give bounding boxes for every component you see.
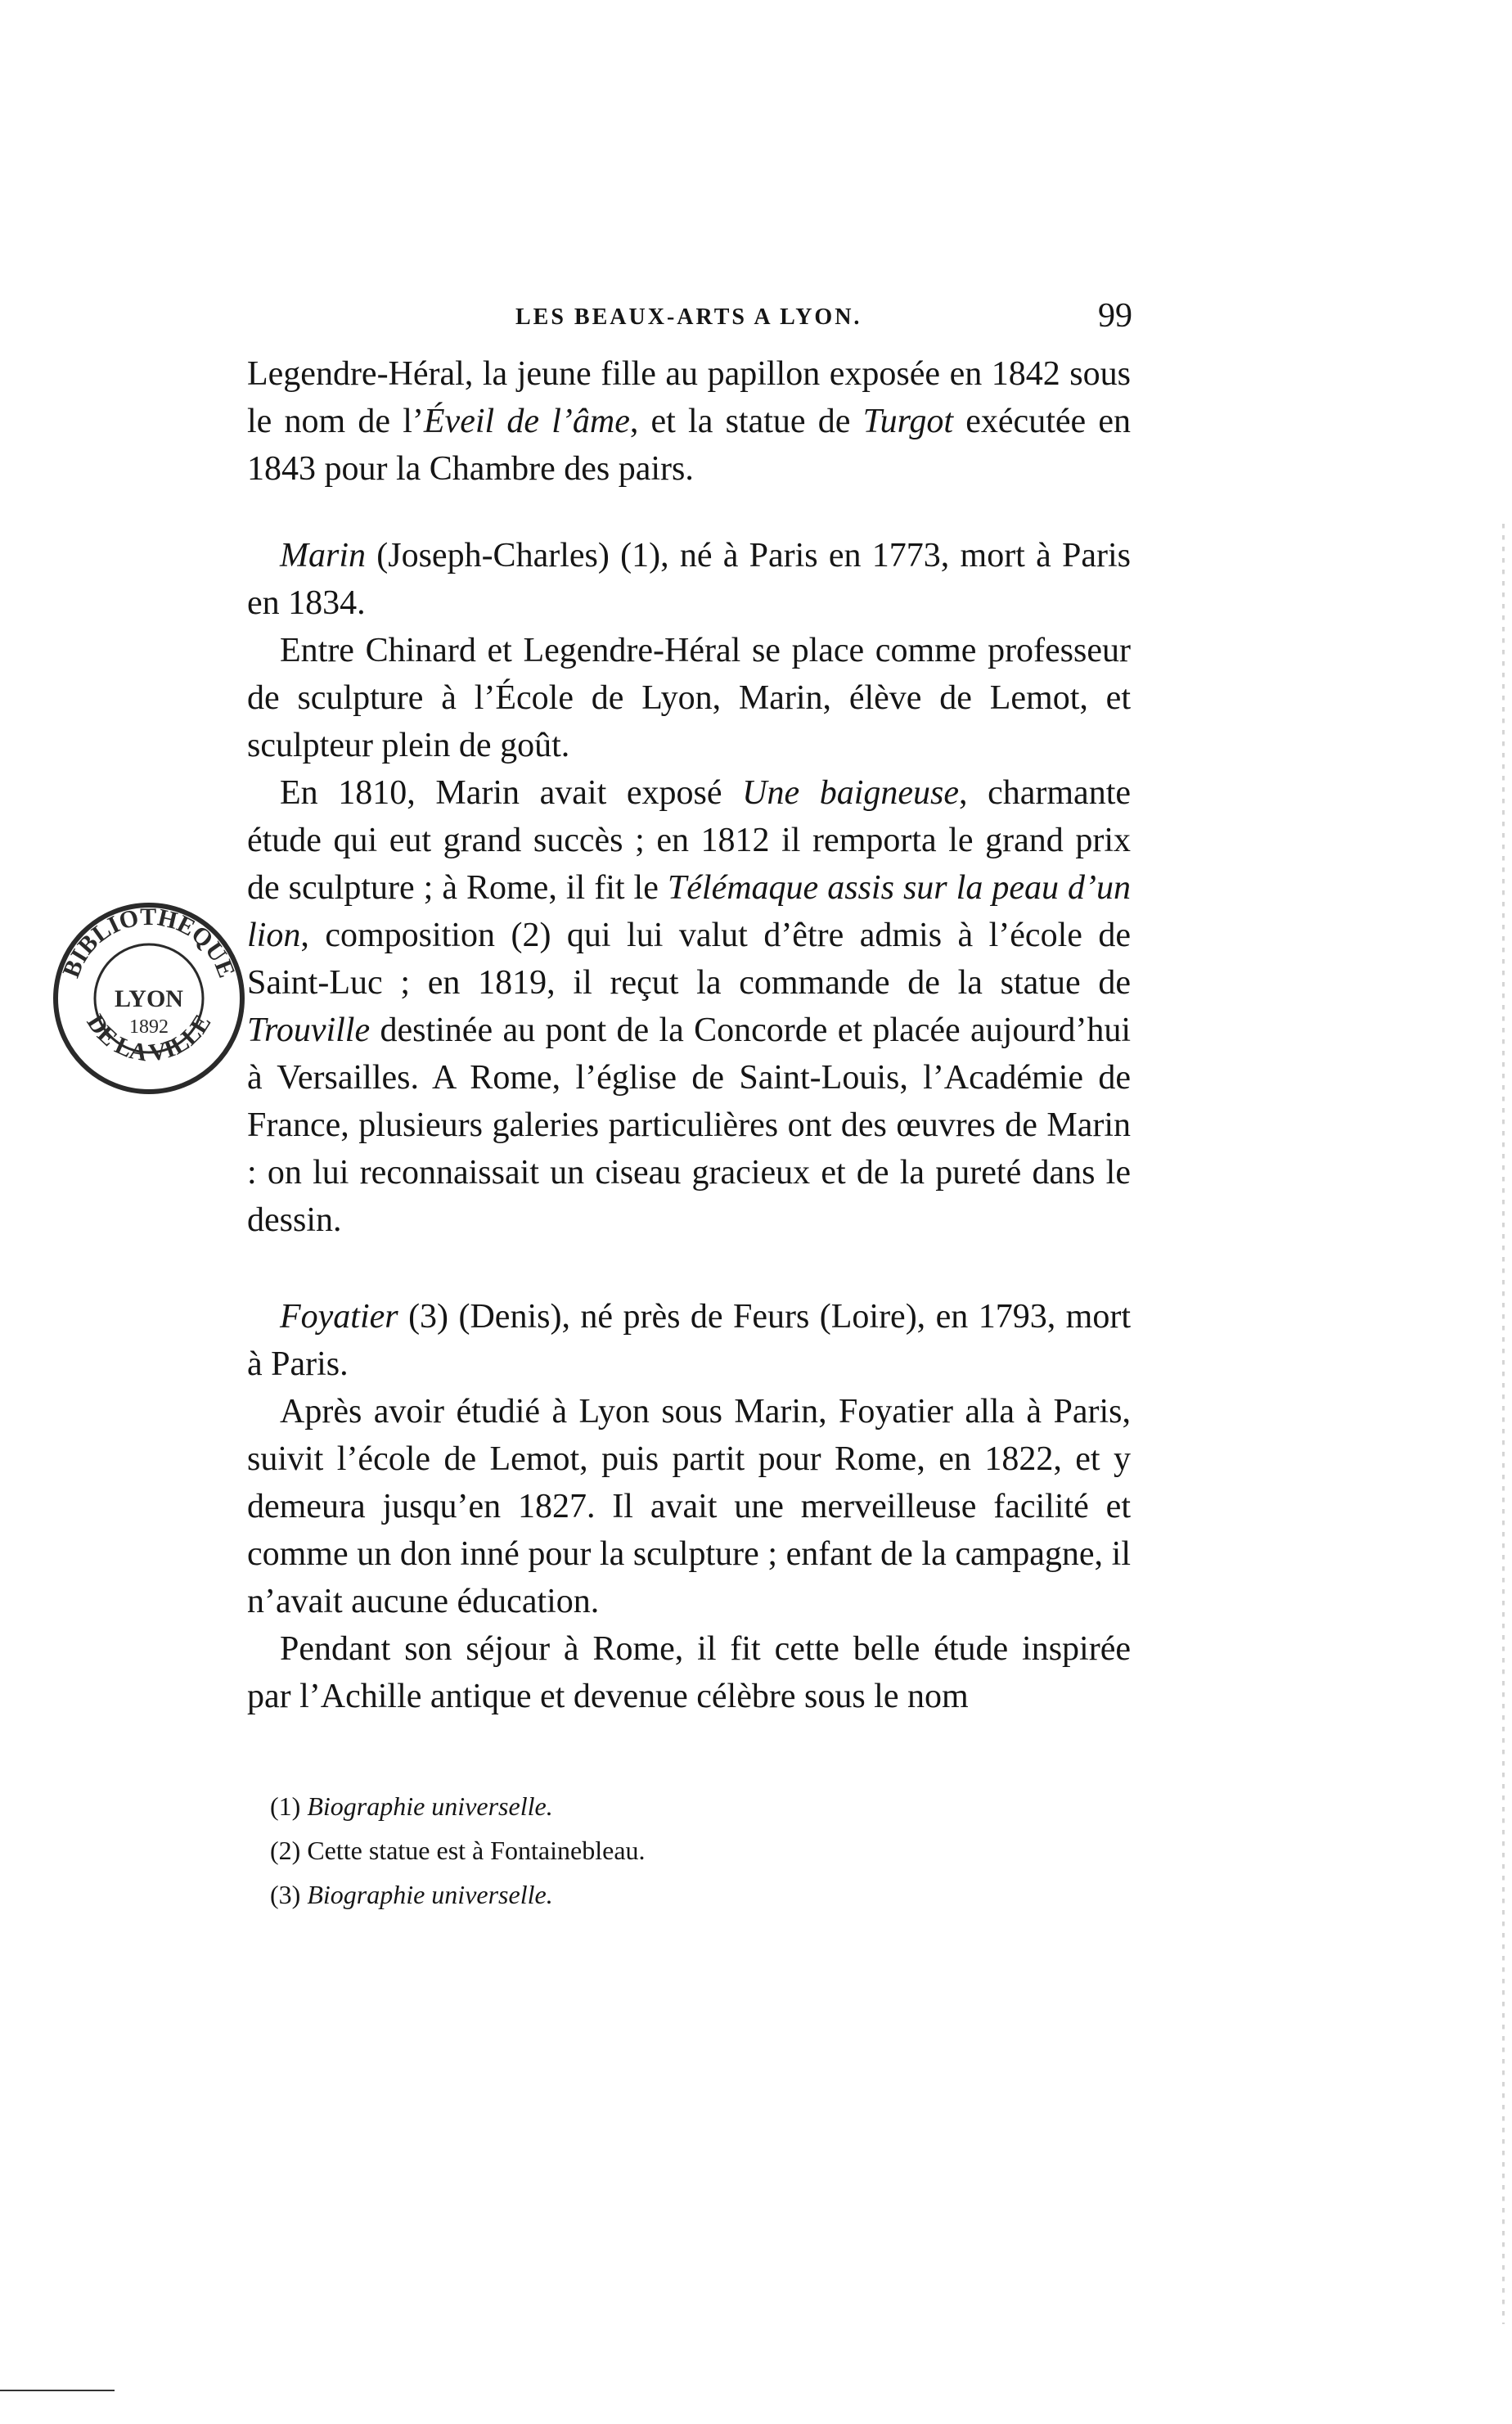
paragraph-legendre-heral: Legendre-Héral, la jeune fille au papillon exposée en 1842 sous le nom de l’Éveil de l’âme, et la statue de Turgot exécutée en 1843 pour la Chambre des pairs.: [247, 355, 1131, 488]
paragraph-marin-intro: Entre Chinard et Legendre-Héral se place comme professeur de sculpture à l’École de Lyon, Marin, élève de Lemot, et sculpteur plein de goût.: [247, 632, 1131, 764]
footnote-2: (2) Cette statue est à Fontainebleau.: [270, 1836, 646, 1865]
stamp-year: 1892: [129, 1016, 169, 1038]
title-trouville: Trouville: [247, 1012, 371, 1049]
footnotes: [270, 1784, 925, 1917]
stamp-bottom-text: DE LA VILLE: [81, 1009, 217, 1067]
title-une-baigneuse: Une baigneuse: [742, 774, 959, 812]
paragraph-foyatier-life: Après avoir étudié à Lyon sous Marin, Foyatier alla à Paris, suivit l’école de Lemot, puis partit pour Rome, en 1822, et y demeura jusqu’en 1827. Il avait une merveilleuse facilité et comme un don inné pour la sculpture ; enfant de la campagne, il n’avait aucune éducation.: [247, 1393, 1131, 1620]
page-edge-marks: [1502, 524, 1505, 2324]
paragraph-marin-works: En 1810, Marin avait exposé Une baigneuse, charmante étude qui eut grand succès ; en 1812 il remporta le grand prix de sculpture ; à Rome, il fit le Télémaque assis sur la peau d’un lion, composition (2) qui lui valut d’être admis à l’école de Saint-Luc ; en 1819, il reçut la commande de la statue de Trouville destinée au pont de la Concorde et placée aujourd’hui à Versailles. A Rome, l’église de Saint-Louis, l’Académie de France, plusieurs galeries particulières ont des œuvres de Marin : on lui reconnaissait un ciseau gracieux et de la pureté dans le dessin.: [247, 774, 1132, 1239]
paragraph-foyatier-rome: Pendant son séjour à Rome, il fit cette belle étude inspirée par l’Achille antique et devenue célèbre sous le nom: [247, 1630, 1131, 1715]
paragraph-marin-heading: Marin (Joseph-Charles) (1), né à Paris en 1773, mort à Paris en 1834.: [247, 537, 1131, 622]
title-eveil-de-lame: Éveil de l’âme: [423, 403, 630, 440]
body-text: [247, 350, 1131, 1720]
footnote-1: (1) Biographie universelle.: [270, 1791, 553, 1821]
library-stamp: [49, 899, 249, 1098]
page-header: [245, 297, 1137, 340]
title-telemaque: Télémaque assis sur la peau d’un lion: [247, 869, 1131, 954]
stamp-center-text: LYON: [115, 985, 183, 1012]
name-foyatier: Foyatier: [280, 1298, 398, 1336]
running-title: LES BEAUX-ARTS A LYON.: [515, 304, 862, 330]
paragraph-foyatier-heading: Foyatier (3) (Denis), né près de Feurs (Loire), en 1793, mort à Paris.: [247, 1298, 1131, 1383]
footnote-3: (3) Biographie universelle.: [270, 1880, 553, 1909]
title-turgot: Turgot: [862, 403, 954, 440]
stamp-top-text: BIBLIOTHÈQUE: [57, 903, 241, 982]
page-number: 99: [1098, 297, 1132, 335]
bottom-rule: [0, 2390, 115, 2391]
name-marin: Marin: [280, 537, 366, 574]
